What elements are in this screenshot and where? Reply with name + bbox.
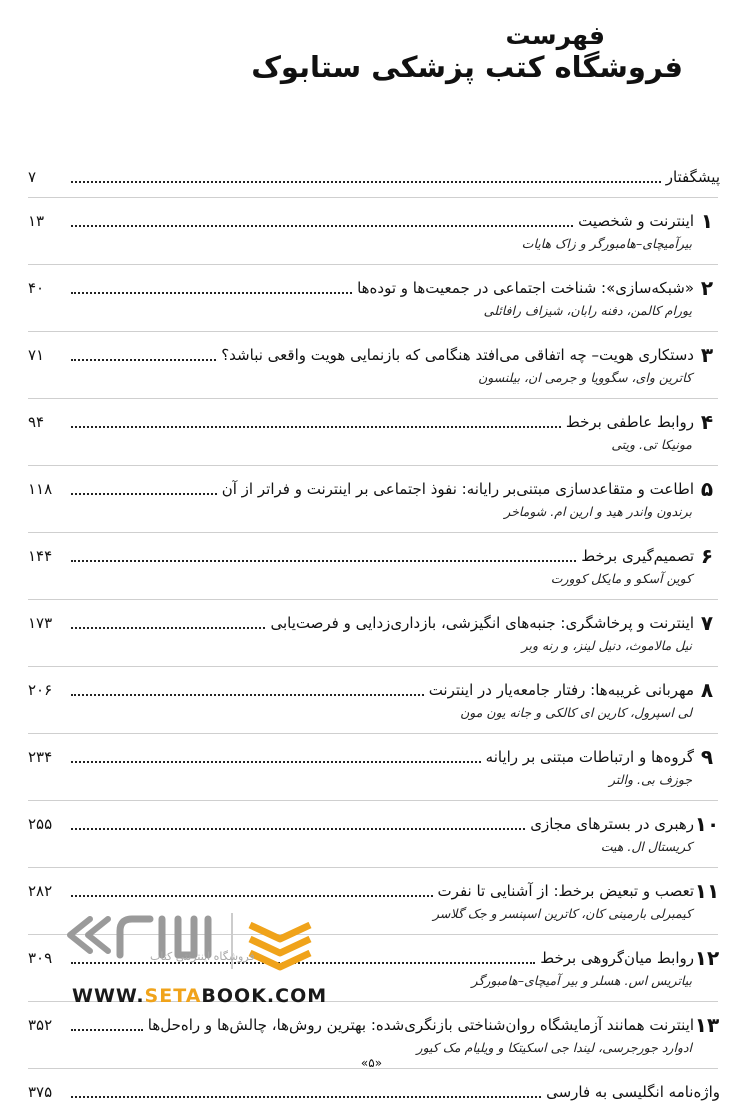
chapter-authors: کاترین وای، سگوویا و جرمی ان، بیلنسون <box>478 370 692 385</box>
chapter-authors: کریستال ال. هیت <box>600 839 692 854</box>
page-number: «۵» <box>360 1056 383 1070</box>
chapter-number: ۵ <box>700 477 714 501</box>
leader-dots <box>71 1096 541 1098</box>
leader-dots <box>71 493 217 495</box>
divider <box>28 197 718 198</box>
watermark-website <box>72 985 327 1007</box>
chapter-number: ۱۲ <box>694 946 720 970</box>
toc-entry-page: ۳۰۹ <box>28 949 53 967</box>
chapter-number: ۹ <box>700 745 714 769</box>
toc-entry-page: ۲۵۵ <box>28 815 53 833</box>
toc-entry-title: واژه‌نامه انگلیسی به فارسی <box>546 1083 720 1101</box>
toc-row-chapter[interactable] <box>28 207 720 235</box>
toc-entry-page: ۲۸۲ <box>28 882 53 900</box>
chapter-number: ۱۳ <box>694 1013 720 1037</box>
toc-row-chapter[interactable] <box>28 274 720 302</box>
chapter-number: ۲ <box>700 276 714 300</box>
toc-entry-page: ۲۰۶ <box>28 681 53 699</box>
leader-dots <box>71 761 481 763</box>
chapter-authors: برندون واندر هید و ارین ام. شوماخر <box>504 504 692 519</box>
chapter-authors: بیاتریس اس. هسلر و بیر آمیچای–هامبورگر <box>471 973 692 988</box>
leader-dots <box>71 426 561 428</box>
toc-row-chapter[interactable] <box>28 1011 720 1039</box>
page-header <box>251 22 683 84</box>
divider <box>28 264 718 265</box>
toc-entry-title: اینترنت و شخصیت <box>578 212 694 230</box>
site-prefix: WWW. <box>72 985 145 1007</box>
chapter-authors: مونیکا تی. ویتی <box>611 437 692 452</box>
divider <box>28 599 718 600</box>
leader-dots <box>71 560 576 562</box>
toc-entry-page: ۱۱۸ <box>28 480 53 498</box>
divider <box>28 800 718 801</box>
leader-dots <box>71 225 573 227</box>
chapter-number: ۱۱ <box>694 879 720 903</box>
toc-entry-title: «شبکه‌سازی»: شناخت اجتماعی در جمعیت‌ها و توده‌ها <box>357 279 694 297</box>
chapter-authors: لی اسپرول، کارین ای کالکی و جانه یون مون <box>460 705 692 720</box>
chapter-authors: بیرآمیچای–هامبورگر و زاک هایات <box>521 236 692 251</box>
toc-entry-page: ۷۱ <box>28 346 45 364</box>
chapter-number: ۶ <box>700 544 714 568</box>
leader-dots <box>71 359 216 361</box>
divider <box>28 398 718 399</box>
leader-dots <box>71 694 424 696</box>
toc-entry-page: ۴۰ <box>28 279 45 297</box>
toc-row-chapter[interactable] <box>28 743 720 771</box>
toc-row-preface[interactable] <box>28 163 720 191</box>
toc-heading: فهرست <box>505 21 605 50</box>
store-title: فروشگاه کتب پزشکی ستابوک <box>251 50 683 84</box>
chapter-authors: جوزف بی. والتر <box>609 772 692 787</box>
toc-entry-page: ۳۵۲ <box>28 1016 53 1034</box>
chapter-number: ۸ <box>700 678 714 702</box>
chapter-number: ۳ <box>700 343 714 367</box>
toc-entry-page: ۱۳ <box>28 212 45 230</box>
toc-row-chapter[interactable] <box>28 877 720 905</box>
leader-dots <box>71 828 525 830</box>
divider <box>28 532 718 533</box>
toc-entry-title: پیشگفتار <box>665 168 720 186</box>
toc-entry-page: ۹۴ <box>28 413 45 431</box>
chapter-number: ۱ <box>700 209 714 233</box>
chapter-number: ۴ <box>700 410 714 434</box>
toc-entry-title: روابط عاطفی برخط <box>565 413 694 431</box>
divider <box>28 666 718 667</box>
leader-dots <box>71 1029 143 1031</box>
chapter-authors: ادوارد جورجرسی، لیندا جی اسکیتکا و ویلیام مک کیور <box>416 1040 692 1055</box>
site-accent: SETA <box>144 985 202 1007</box>
toc-entry-title: تصمیم‌گیری برخط <box>581 547 694 565</box>
divider <box>28 733 718 734</box>
watermark-tagline: فروشگاه اینترنتی کتاب <box>150 950 255 963</box>
toc-row-chapter[interactable] <box>28 341 720 369</box>
toc-entry-title: اینترنت و پرخاشگری: جنبه‌های انگیزشی، بازداری‌زدایی و فرصت‌یابی <box>270 614 694 632</box>
toc-entry-title: اطاعت و متقاعدسازی مبتنی‌بر رایانه: نفوذ اجتماعی بر اینترنت و فراتر از آن <box>221 480 694 498</box>
toc-entry-title: روابط میان‌گروهی برخط <box>540 949 694 967</box>
chapter-authors: یورام کالمن، دفنه رابان، شیزاف رافائلی <box>483 303 692 318</box>
divider <box>28 465 718 466</box>
toc-entry-page: ۳۷۵ <box>28 1083 53 1101</box>
chevron-icon <box>70 919 108 951</box>
toc-entry-title: دستکاری هویت– چه اتفاقی می‌افتد هنگامی که بازنمایی هویت واقعی نباشد؟ <box>221 346 694 364</box>
toc-entry-title: مهربانی غریبه‌ها: رفتار جامعه‌یار در اینترنت <box>428 681 694 699</box>
divider <box>28 867 718 868</box>
toc-entry-title: اینترنت همانند آزمایشگاه روان‌شناختی بازنگری‌شده: بهترین روش‌ها، چالش‌ها و راه‌حل‌ها <box>147 1016 694 1034</box>
toc-entry-page: ۱۴۴ <box>28 547 53 565</box>
chapter-authors: کوین آسکو و مایکل کوورت <box>550 571 692 586</box>
divider <box>28 331 718 332</box>
toc-row-chapter[interactable] <box>28 810 720 838</box>
chapter-number: ۱۰ <box>694 812 720 836</box>
leader-dots <box>71 895 433 897</box>
toc-entry-page: ۱۷۳ <box>28 614 53 632</box>
toc-entry-page: ۷ <box>28 168 37 186</box>
toc-row-chapter[interactable] <box>28 609 720 637</box>
toc-row-glossary[interactable] <box>28 1078 720 1106</box>
site-suffix: BOOK.COM <box>201 985 328 1007</box>
toc-entry-page: ۲۳۴ <box>28 748 53 766</box>
toc-entry-title: رهبری در بسترهای مجازی <box>530 815 694 833</box>
chapter-number: ۷ <box>700 611 714 635</box>
toc-entry-title: گروه‌ها و ارتباطات مبتنی بر رایانه <box>485 748 694 766</box>
toc-row-chapter[interactable] <box>28 676 720 704</box>
leader-dots <box>71 181 661 183</box>
toc-row-chapter[interactable] <box>28 408 720 436</box>
chapter-authors: کیمبرلی بارمینی کان، کاترین اسپنسر و جک گلاسر <box>432 906 692 921</box>
leader-dots <box>71 292 352 294</box>
toc-row-chapter[interactable] <box>28 542 720 570</box>
toc-row-chapter[interactable] <box>28 475 720 503</box>
chapter-authors: نیل مالاموث، دنیل لینز، و رنه وبر <box>521 638 692 653</box>
leader-dots <box>71 627 265 629</box>
toc-entry-title: تعصب و تبعیض برخط: از آشنایی تا نفرت <box>437 882 694 900</box>
stacked-books-icon <box>250 925 310 967</box>
